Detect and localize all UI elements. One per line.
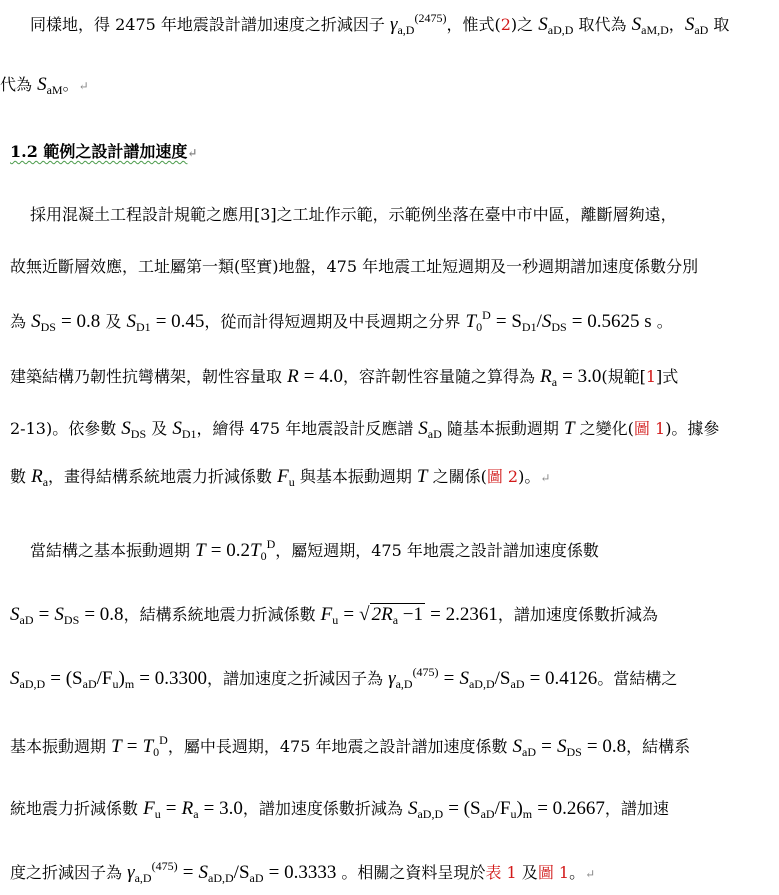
text: 。 [62,75,79,94]
math-R: R [287,366,299,387]
p3-line-6: 度之折減因子為 $\gamma_{a,D}^{(475)} = S_{aD,D}/S_{aD} = 0.3333$ 。相關之資料呈現於表 1 及圖 1。↵ [10,859,596,885]
text: 同樣地，得 2475 年地震設計譜加速度之折減因子 [30,15,390,34]
p2-line-3: 為 $S_{DS} = 0.8$ 及 $S_{D1} = 0.45$，從而計得短週期及中長週期之分界 $T_0^D = S_{D1}/S_{DS} = 0.5625$ s 。 [10,308,673,334]
section-heading [10,141,779,164]
p2-line-1 [0,204,779,226]
math-Fu: $F_u$ [277,466,295,489]
text: 代為 [0,75,38,94]
math-saDD: $S_{aD,D}$ [538,14,574,37]
math-sds: $S_{DS}$ [31,311,56,334]
text: 取代為 [573,15,632,34]
reference-link[interactable]: 1 [645,367,657,386]
p2-line-2 [10,256,779,278]
section-heading-text: 1.2 範例之設計譜加速度 [10,142,188,161]
figure-ref-link[interactable]: 圖 1 [633,419,666,438]
math-sd1: $S_{D1}$ [172,418,197,441]
math-saD: $S_{aD}$ [418,418,442,441]
p3-line-5: 統地震力折減係數 $F_u = R_a = 3.0$，譜加速度係數折減為 $S_{aD,D} = (S_{aD}/F_u)_m = 0.2667$，譜加速 [10,798,669,821]
math-T: T [195,540,206,561]
text: ， [668,15,685,34]
figure-ref-link[interactable]: 圖 2 [486,467,519,486]
text: 採用混凝土工程設計規範之應用[3]之工址作示範，示範例坐落在臺中市中區，離斷層夠遠， [30,205,677,224]
math-gamma: $\gamma_{a,D}^{(2475)}$ [389,11,447,37]
text: 故無近斷層效應，工址屬第一類(堅實)地盤，475 年地震工址短週期及一秒週期譜加速度係數分別 [10,257,699,276]
paragraph-mark: ↵ [78,79,89,93]
p1-line-2 [0,74,779,97]
p2-line-4: 建築結構乃韌性抗彎構架，韌性容量取 R = 4.0，容許韌性容量隨之算得為 $R_a = 3.0$(規範[1]式 [10,366,679,389]
p1-line-1 [0,11,779,37]
equation-ref-link[interactable]: 2 [500,15,511,34]
p3-line-2: $S_{aD} = S_{DS} = 0.8$，結構系統地震力折減係數 $F_u$ = √ $2R_a -1 = 2.2361$，譜加速度係數折減為 [10,604,658,627]
math-Ra: $R_a$ [540,366,558,389]
math-saD: $S_{aD}$ [684,14,709,37]
math-sd1: $S_{D1}$ [126,311,151,334]
table-ref-link[interactable]: 表 1 [485,863,517,882]
math-saM: $S_{aM}$ [37,74,63,97]
sqrt-expr: $2R_a -1$ [371,604,424,627]
math-Ra: $R_a$ [31,466,49,489]
p3-line-1: 當結構之基本振動週期 $T = 0.2T_0^D$，屬短週期，475 年地震之設計譜加速度係數 [30,537,599,563]
p2-line-6: 數 $R_a$，畫得結構系統地震力折減係數 $F_u$ 與基本振動週期 T 之關係(圖 2)。↵ [10,466,551,489]
p2-line-5: 2-13)。依參數 $S_{DS}$ 及 $S_{D1}$，繪得 475 年地震設計反應譜 $S_{aD}$ 隨基本振動週期 T 之變化(圖 1)。據參 [10,418,720,441]
text: )之 [510,15,539,34]
text: ，惟式( [446,15,501,34]
math-T: T [563,418,575,439]
math-sds: $S_{DS}$ [121,418,147,441]
figure-ref-link[interactable]: 圖 1 [537,863,570,882]
math-T: T [416,466,428,487]
text: 取 [708,15,730,34]
p3-line-3: $S_{aD,D} = (S_{aD}/F_u)_m = 0.3300$，譜加速度之折減因子為 $\gamma_{a,D}^{(475)} = S_{aD,D}/S_{aD} = 0.4126$。當結構之 [10,665,678,691]
math-t0d: $T_0^D$ [465,308,491,334]
math-saMD: $S_{aM,D}$ [631,14,669,37]
p3-line-4: 基本振動週期 $T = T_0^D$，屬中長週期，475 年地震之設計譜加速度係數 $S_{aD} = S_{DS} = 0.8$，結構系 [10,733,691,759]
paragraph-mark: ↵ [187,146,198,160]
